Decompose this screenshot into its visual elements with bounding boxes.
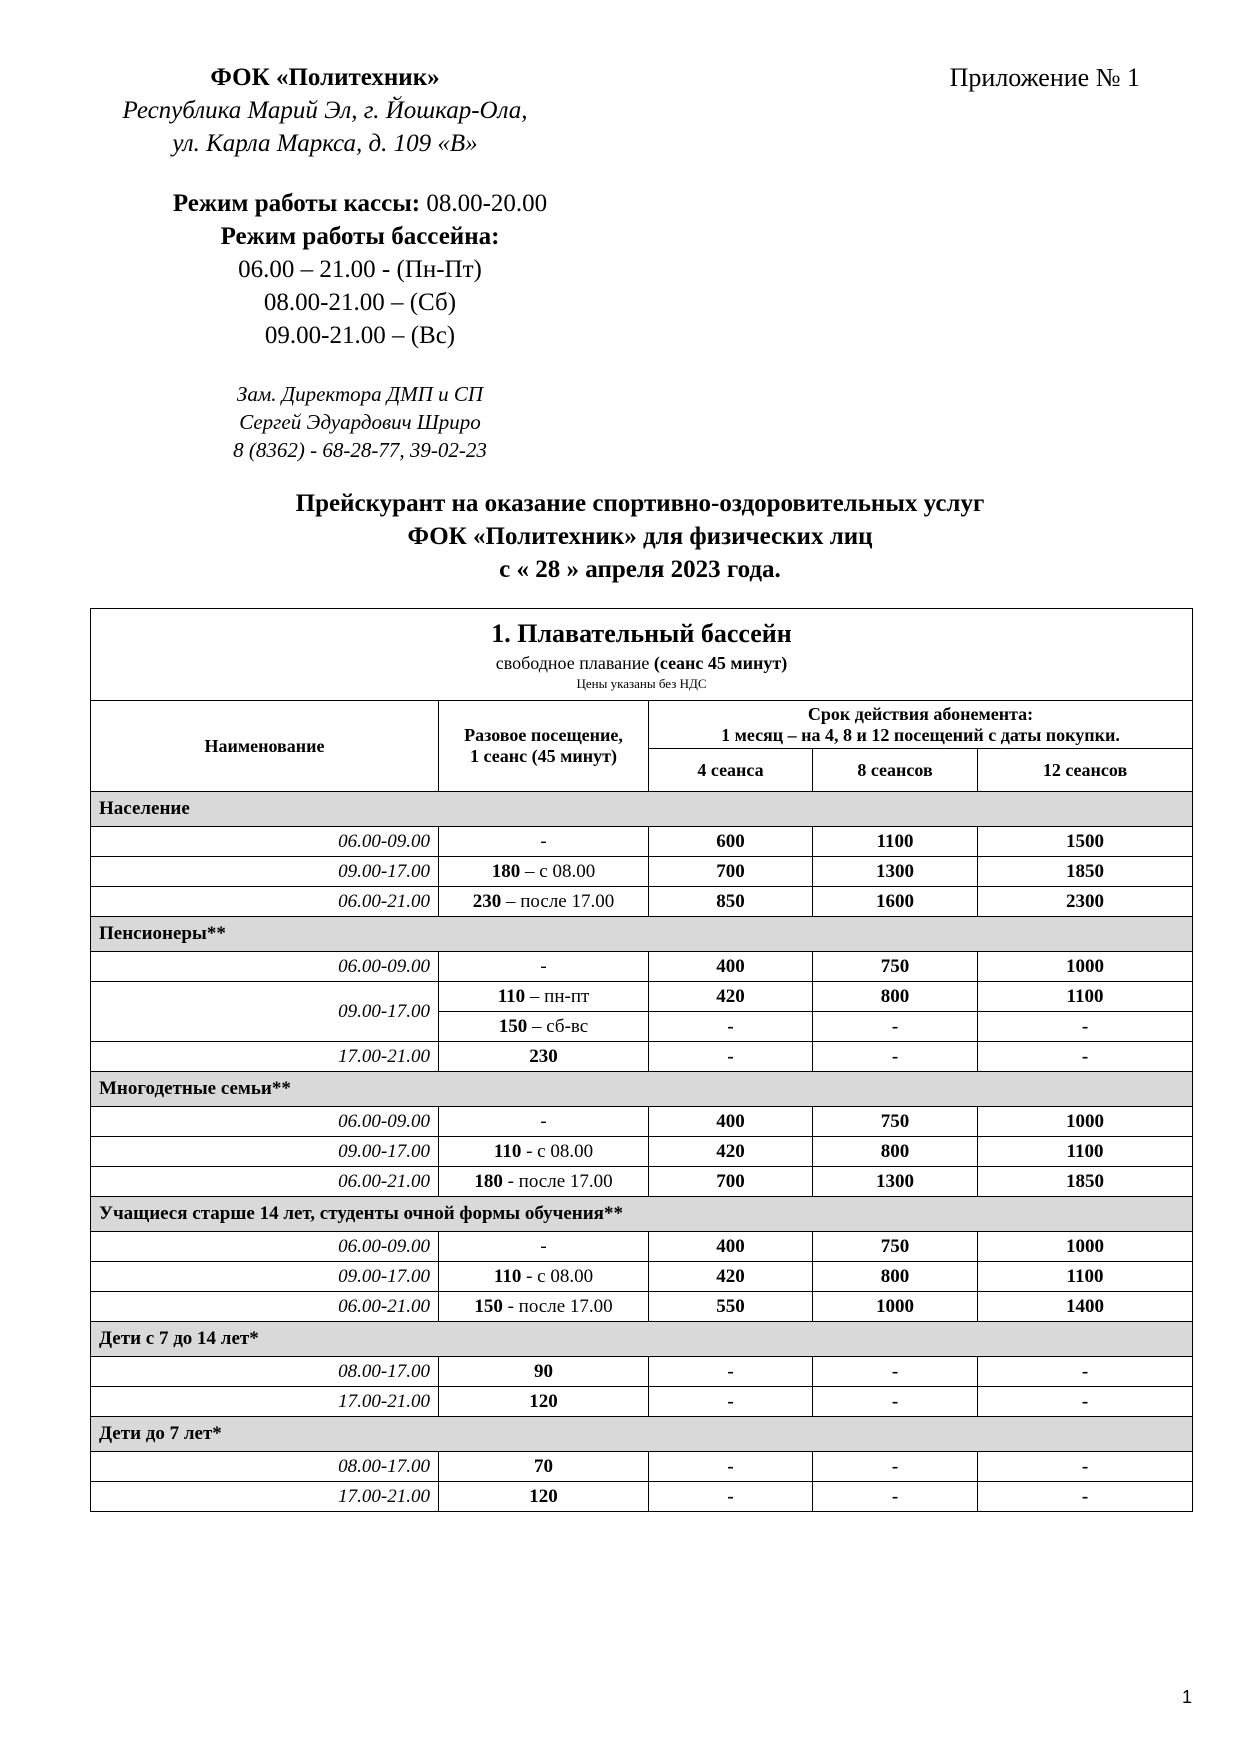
category-row: [91, 1072, 1193, 1107]
table-row: [91, 1482, 1193, 1512]
price-4-sessions-cell: -: [649, 1012, 813, 1042]
contact-name: Сергей Эдуардович Шриро: [239, 410, 481, 434]
price-8-sessions-cell: 750: [813, 1232, 978, 1262]
time-range-cell: 06.00-09.00: [91, 952, 439, 982]
cashier-hours: [95, 187, 625, 220]
appendix-label: Приложение № 1: [949, 63, 1140, 92]
column-header-name: Наименование: [91, 701, 439, 792]
section-header-row: [91, 609, 1193, 701]
price-12-sessions-cell: -: [978, 1042, 1193, 1072]
table-row: [91, 827, 1193, 857]
time-range-cell: 06.00-21.00: [91, 887, 439, 917]
subscription-header-line2: 1 месяц – на 4, 8 и 12 посещений с даты покупки.: [721, 724, 1120, 745]
table-row: [91, 857, 1193, 887]
single-visit-price-cell: [439, 1137, 649, 1167]
single-visit-price: 120: [529, 1390, 558, 1412]
price-8-sessions-cell: 750: [813, 952, 978, 982]
price-4-sessions-cell: 400: [649, 1232, 813, 1262]
column-header-12-sessions: 12 сеансов: [978, 749, 1193, 792]
price-4-sessions-cell: 850: [649, 887, 813, 917]
single-visit-price: 70: [534, 1455, 553, 1477]
vat-note: Цены указаны без НДС: [576, 675, 707, 691]
single-visit-note: - после 17.00: [502, 1170, 613, 1192]
table-row: [91, 1107, 1193, 1137]
organization-header: [95, 62, 555, 160]
pool-hours-sunday: 09.00-21.00 – (Вс): [264, 322, 456, 349]
single-visit-price-cell: [439, 1232, 649, 1262]
time-range-cell: 17.00-21.00: [91, 1042, 439, 1072]
single-visit-price-cell: [439, 982, 649, 1012]
title-line-1: Прейскурант на оказание спортивно-оздоровительных услуг: [295, 490, 985, 517]
pool-hours-saturday: 08.00-21.00 – (Сб): [263, 289, 457, 316]
time-range-cell: 17.00-21.00: [91, 1387, 439, 1417]
price-8-sessions-cell: -: [813, 1387, 978, 1417]
single-visit-price-cell: [439, 1012, 649, 1042]
price-12-sessions-cell: 1100: [978, 982, 1193, 1012]
price-12-sessions-cell: -: [978, 1357, 1193, 1387]
category-row: [91, 917, 1193, 952]
price-4-sessions-cell: -: [649, 1042, 813, 1072]
table-row: [91, 1292, 1193, 1322]
price-12-sessions-cell: -: [978, 1452, 1193, 1482]
single-visit-price: 180: [474, 1170, 503, 1192]
price-12-sessions-cell: 1500: [978, 827, 1193, 857]
price-8-sessions-cell: 1000: [813, 1292, 978, 1322]
single-visit-price-cell: [439, 1387, 649, 1417]
single-visit-price-cell: [439, 827, 649, 857]
price-4-sessions-cell: 420: [649, 982, 813, 1012]
category-name: Население: [91, 792, 1193, 827]
category-row: [91, 1322, 1193, 1357]
time-range-cell: 06.00-21.00: [91, 1292, 439, 1322]
category-row: [91, 1197, 1193, 1232]
time-range-cell: 17.00-21.00: [91, 1482, 439, 1512]
column-header-4-sessions: 4 сеанса: [649, 749, 813, 792]
table-row: [91, 1042, 1193, 1072]
price-12-sessions-cell: 1400: [978, 1292, 1193, 1322]
price-4-sessions-cell: 700: [649, 1167, 813, 1197]
price-8-sessions-cell: 800: [813, 1262, 978, 1292]
price-8-sessions-cell: -: [813, 1357, 978, 1387]
single-visit-price: 230: [472, 890, 502, 912]
table-row: [91, 1452, 1193, 1482]
time-range-cell: 06.00-21.00: [91, 1167, 439, 1197]
single-visit-header-line1: Разовое посещение,: [464, 725, 623, 745]
category-row: [91, 1417, 1193, 1452]
time-range-cell: 06.00-09.00: [91, 1232, 439, 1262]
price-8-sessions-cell: 1300: [813, 857, 978, 887]
pool-hours-weekdays: 06.00 – 21.00 - (Пн-Пт): [238, 256, 482, 283]
price-12-sessions-cell: -: [978, 1387, 1193, 1417]
price-4-sessions-cell: 700: [649, 857, 813, 887]
cashier-hours-value: 08.00-20.00: [420, 190, 548, 217]
price-12-sessions-cell: -: [978, 1482, 1193, 1512]
price-8-sessions-cell: 1600: [813, 887, 978, 917]
single-visit-price-cell: [439, 1107, 649, 1137]
price-12-sessions-cell: 1000: [978, 1107, 1193, 1137]
time-range-cell: 06.00-09.00: [91, 1107, 439, 1137]
price-12-sessions-cell: 2300: [978, 887, 1193, 917]
time-range-cell: 06.00-09.00: [91, 827, 439, 857]
single-visit-note: – пн-пт: [525, 985, 590, 1007]
single-visit-note: - с 08.00: [521, 1140, 594, 1162]
price-4-sessions-cell: -: [649, 1387, 813, 1417]
time-range-cell: 08.00-17.00: [91, 1452, 439, 1482]
single-visit-price: 150: [498, 1015, 528, 1037]
page-number: 1: [1181, 1687, 1192, 1707]
single-visit-note: – с 08.00: [520, 860, 596, 882]
price-4-sessions-cell: -: [649, 1452, 813, 1482]
price-table: [90, 608, 1193, 1512]
single-visit-price: 120: [529, 1485, 558, 1507]
single-visit-note: -: [540, 1110, 547, 1132]
time-range-cell: 09.00-17.00: [91, 982, 439, 1042]
price-8-sessions-cell: 1100: [813, 827, 978, 857]
single-visit-price-cell: [439, 1452, 649, 1482]
single-visit-note: -: [540, 1235, 547, 1257]
organization-name: ФОК «Политехник»: [210, 64, 440, 91]
single-visit-price: 110: [493, 1265, 522, 1287]
category-name: Дети с 7 до 14 лет*: [91, 1322, 1193, 1357]
price-4-sessions-cell: 550: [649, 1292, 813, 1322]
price-12-sessions-cell: 1000: [978, 952, 1193, 982]
category-name: Дети до 7 лет*: [91, 1417, 1193, 1452]
single-visit-note: - с 08.00: [521, 1265, 594, 1287]
single-visit-price-cell: [439, 1292, 649, 1322]
single-visit-price-cell: [439, 887, 649, 917]
single-visit-price: 110: [497, 985, 526, 1007]
price-4-sessions-cell: 600: [649, 827, 813, 857]
single-visit-price-cell: [439, 857, 649, 887]
contact-phones: 8 (8362) - 68-28-77, 39-02-23: [233, 438, 487, 462]
document-title: [90, 487, 1190, 586]
single-visit-note: – после 17.00: [501, 890, 615, 912]
title-line-2: ФОК «Политехник» для физических лиц: [407, 523, 873, 550]
single-visit-note: -: [540, 830, 547, 852]
column-header-8-sessions: 8 сеансов: [813, 749, 978, 792]
column-header-single-visit: [439, 701, 649, 792]
column-header-subscription: [649, 701, 1193, 749]
price-12-sessions-cell: 1000: [978, 1232, 1193, 1262]
subscription-header-line1: Срок действия абонемента:: [807, 703, 1034, 724]
working-hours: [95, 187, 625, 352]
price-12-sessions-cell: 1850: [978, 1167, 1193, 1197]
single-visit-header-line2: 1 сеанс (45 минут): [470, 746, 617, 766]
single-visit-price-cell: [439, 1357, 649, 1387]
table-header-row: [91, 701, 1193, 749]
price-8-sessions-cell: -: [813, 1012, 978, 1042]
price-8-sessions-cell: 800: [813, 1137, 978, 1167]
section-title: 1. Плавательный бассейн: [491, 618, 792, 648]
section-header-cell: [91, 609, 1193, 701]
table-row: [91, 1262, 1193, 1292]
section-subtitle-plain: свободное плавание: [495, 652, 654, 673]
single-visit-price-cell: [439, 1262, 649, 1292]
time-range-cell: 09.00-17.00: [91, 1262, 439, 1292]
single-visit-note: - после 17.00: [502, 1295, 613, 1317]
organization-address-line2: ул. Карла Маркса, д. 109 «В»: [172, 130, 478, 157]
table-row: [91, 1137, 1193, 1167]
single-visit-price: 110: [493, 1140, 522, 1162]
table-row: [91, 887, 1193, 917]
price-8-sessions-cell: -: [813, 1482, 978, 1512]
price-4-sessions-cell: 420: [649, 1137, 813, 1167]
table-row: [91, 982, 1193, 1012]
contact-info: [95, 380, 625, 464]
single-visit-price-cell: [439, 1042, 649, 1072]
single-visit-note: – сб-вс: [527, 1015, 589, 1037]
single-visit-price-cell: [439, 1167, 649, 1197]
organization-address-line1: Республика Марий Эл, г. Йошкар-Ола,: [122, 97, 528, 124]
single-visit-price: 180: [491, 860, 521, 882]
price-4-sessions-cell: 400: [649, 952, 813, 982]
price-8-sessions-cell: -: [813, 1042, 978, 1072]
price-12-sessions-cell: 1100: [978, 1137, 1193, 1167]
price-4-sessions-cell: 420: [649, 1262, 813, 1292]
section-subtitle: [99, 651, 1184, 675]
category-row: [91, 792, 1193, 827]
category-name: Многодетные семьи**: [91, 1072, 1193, 1107]
price-4-sessions-cell: -: [649, 1357, 813, 1387]
single-visit-price: 230: [529, 1045, 558, 1067]
table-row: [91, 1357, 1193, 1387]
time-range-cell: 09.00-17.00: [91, 857, 439, 887]
section-subtitle-bold: (сеанс 45 минут): [653, 652, 788, 673]
time-range-cell: 08.00-17.00: [91, 1357, 439, 1387]
price-12-sessions-cell: 1850: [978, 857, 1193, 887]
time-range-cell: 09.00-17.00: [91, 1137, 439, 1167]
table-row: [91, 1387, 1193, 1417]
cashier-hours-label: Режим работы кассы:: [172, 190, 421, 217]
table-row: [91, 952, 1193, 982]
single-visit-price: 90: [534, 1360, 553, 1382]
single-visit-price-cell: [439, 1482, 649, 1512]
price-8-sessions-cell: 800: [813, 982, 978, 1012]
contact-position: Зам. Директора ДМП и СП: [236, 382, 484, 406]
price-8-sessions-cell: -: [813, 1452, 978, 1482]
category-name: Учащиеся старше 14 лет, студенты очной формы обучения**: [91, 1197, 1193, 1232]
price-8-sessions-cell: 1300: [813, 1167, 978, 1197]
price-12-sessions-cell: 1100: [978, 1262, 1193, 1292]
category-name: Пенсионеры**: [91, 917, 1193, 952]
single-visit-price-cell: [439, 952, 649, 982]
single-visit-price: 150: [474, 1295, 503, 1317]
pool-hours-label: Режим работы бассейна:: [220, 223, 500, 250]
table-row: [91, 1167, 1193, 1197]
price-8-sessions-cell: 750: [813, 1107, 978, 1137]
single-visit-note: -: [540, 955, 547, 977]
price-4-sessions-cell: -: [649, 1482, 813, 1512]
title-line-3: с « 28 » апреля 2023 года.: [499, 556, 781, 583]
price-4-sessions-cell: 400: [649, 1107, 813, 1137]
price-12-sessions-cell: -: [978, 1012, 1193, 1042]
table-row: [91, 1232, 1193, 1262]
